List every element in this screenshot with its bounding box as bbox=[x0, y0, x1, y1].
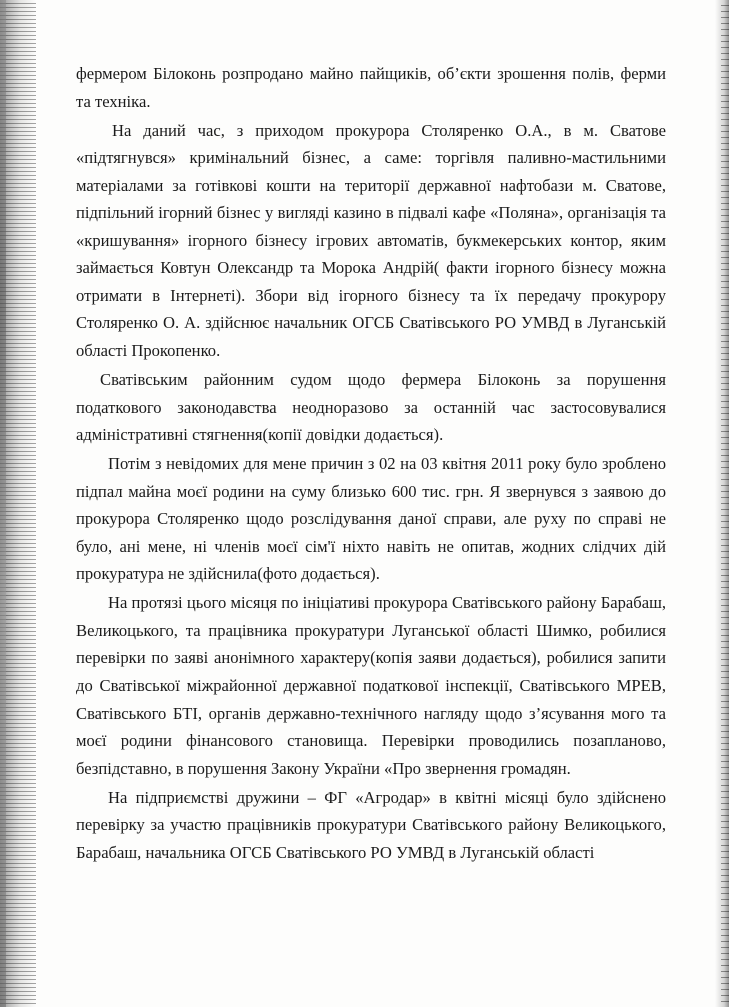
paragraph-5: На протязі цього місяця по ініціативі прокурора Сватівського району Барабаш, Великоцького, та працівника прокуратури Луганської області Шимко, робилися перевірки по заяві анонімного характеру(копія заяви додається), робилися запити до Сватівської міжрайонної державної податкової інспекції, Сватівського МРЕВ, Сватівського БТІ, органів державно-технічного нагляду щодо з’ясування мого та моєї родини фінансового становища. Перевірки проводились позапланово, безпідставно, в порушення Закону України «Про звернення громадян. bbox=[76, 593, 666, 778]
document-body bbox=[76, 60, 666, 868]
paragraph-6: На підприємстві дружини – ФГ «Агродар» в квітні місяці було здійснено перевірку за участю працівників прокуратури Сватівського району Великоцького, Барабаш, начальника ОГСБ Сватівського РО УМВД в Луганській області bbox=[76, 787, 666, 862]
paragraph-1: фермером Білоконь розпродано майно пайщиків, об’єкти зрошення полів, ферми та техніка. bbox=[76, 64, 666, 111]
paragraph-3: Сватівським районним судом щодо фермера Білоконь за порушення податкового законодавства неодноразово за останній час застосовувалися адміністративні стягнення(копії довідки додається). bbox=[76, 370, 666, 445]
scan-edge-right-ticks bbox=[721, 0, 729, 1007]
paragraph-4: Потім з невідомих для мене причин з 02 на 03 квітня 2011 року було зроблено підпал майна моєї родини на суму близько 600 тис. грн. Я звернувся з заявою до прокурора Столяренко щодо розслідування даної справи, але руху по справі не було, ані мене, ні членів моєї сім'ї ніхто навіть не опитав, жодних слідчих дій прокуратура не здійснила(фото додається). bbox=[76, 454, 666, 584]
scan-edge-left-strip bbox=[0, 0, 6, 1007]
paragraph-2: На даний час, з приходом прокурора Столяренко О.А., в м. Сватове «підтягнувся» кримінальний бізнес, а саме: торгівля паливно-мастильними матеріалами за готівкові кошти на території державної нафтобази м. Сватове, підпільний ігорний бізнес у вигляді казино в підвалі кафе «Поляна», організація та «кришування» ігорного бізнесу ігрових автоматів, букмекерських контор, яким займається Ковтун Олександр та Морока Андрій( факти ігорного бізнесу можна отримати в Інтернеті). Збори від ігорного бізнесу та їх передачу прокурору Столяренко О. А. здійснює начальник ОГСБ Сватівського РО УМВД в Луганській області Прокопенко. bbox=[76, 120, 666, 360]
